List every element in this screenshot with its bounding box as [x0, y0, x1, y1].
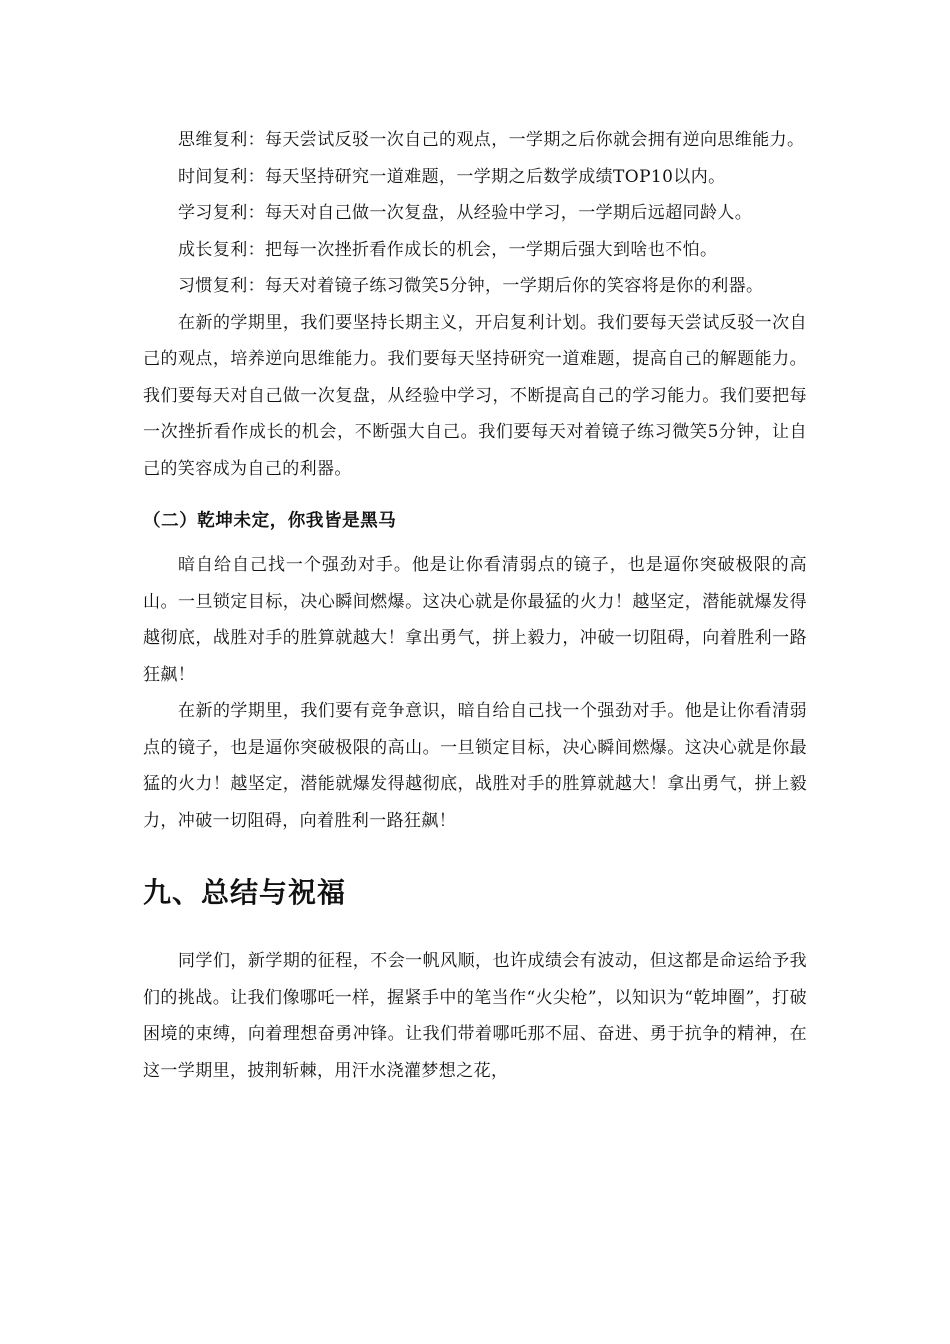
- paragraph-thinking-compound: 思维复利：每天尝试反驳一次自己的观点，一学期之后你就会拥有逆向思维能力。: [178, 130, 805, 150]
- paragraph-blessing: 同学们，新学期的征程，不会一帆风顺，也许成绩会有波动，但这都是命运给予我们的挑战。让我们像哪吒一样，握紧手中的笔当作“火尖枪”，以知识为“乾坤圈”，打破困境的束缚，向着理想奋勇冲锋。让我们带着哪吒那不屈、奋进、勇于抗争的精神，在这一学期里，披荆斩棘，用汗水浇灌梦想之花，: [143, 951, 807, 1081]
- paragraph-time-compound: 时间复利：每天坚持研究一道难题，一学期之后数学成绩TOP10以内。: [178, 166, 726, 187]
- subheading-dark-horse: （二）乾坤未定，你我皆是黑马: [143, 511, 397, 531]
- paragraph-growth-compound: 成长复利：把每一次挫折看作成长的机会，一学期后强大到啥也不怕。: [178, 239, 718, 260]
- paragraph-strong-rival: 暗自给自己找一个强劲对手。他是让你看清弱点的镜子，也是逼你突破极限的高山。一旦锁定目标，决心瞬间燃爆。这决心就是你最猛的火力！越坚定，潜能就爆发得越彻底，战胜对手的胜算就越大！拿出勇气，拼上毅力，冲破一切阻碍，向着胜利一路狂飙！: [143, 555, 807, 685]
- document-body: [143, 122, 807, 1089]
- paragraph-habit-compound: 习惯复利：每天对着镜子练习微笑5分钟，一学期后你的笑容将是你的利器。: [178, 276, 764, 296]
- paragraph-learning-compound: 学习复利：每天对自己做一次复盘，从经验中学习，一学期后远超同龄人。: [178, 203, 753, 223]
- paragraph-competition: 在新的学期里，我们要有竞争意识，暗自给自己找一个强劲对手。他是让你看清弱点的镜子，也是逼你突破极限的高山。一旦锁定目标，决心瞬间燃爆。这决心就是你最猛的火力！越坚定，潜能就爆发得越彻底，战胜对手的胜算就越大！拿出勇气，拼上毅力，冲破一切阻碍，向着胜利一路狂飙！: [143, 701, 807, 831]
- section-heading-summary: 九、总结与祝福: [143, 876, 347, 909]
- paragraph-compound-plan: 在新的学期里，我们要坚持长期主义，开启复利计划。我们要每天尝试反驳一次自己的观点，培养逆向思维能力。我们要每天坚持研究一道难题，提高自己的解题能力。我们要每天对自己做一次复盘，从经验中学习，不断提高自己的学习能力。我们要把每一次挫折看作成长的机会，不断强大自己。我们要每天对着镜子练习微笑5分钟，让自己的笑容成为自己的利器。: [143, 312, 807, 479]
